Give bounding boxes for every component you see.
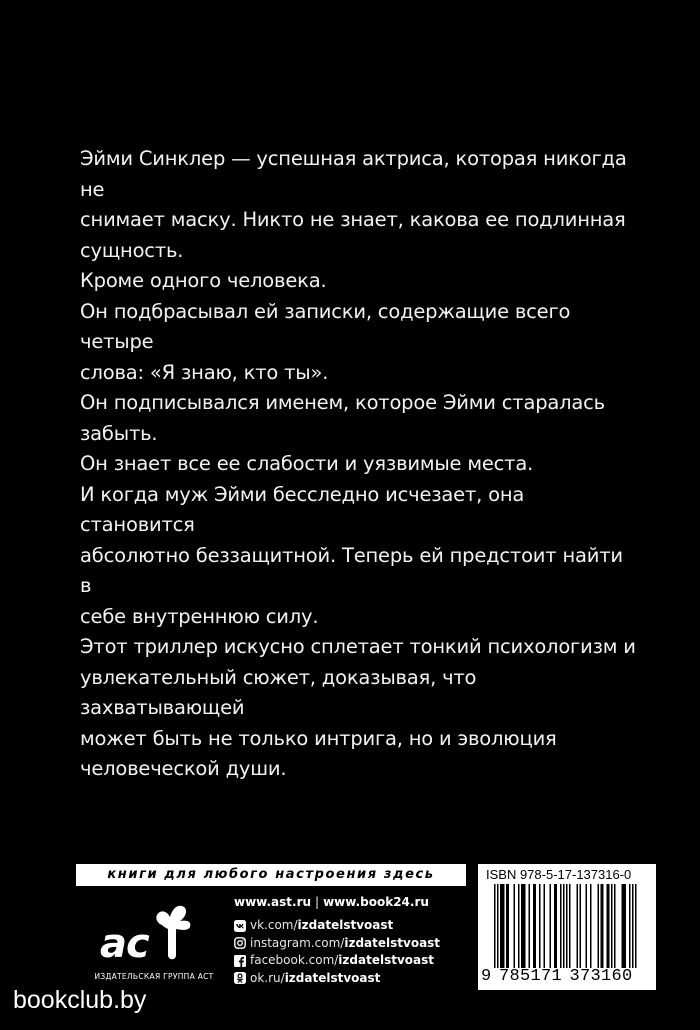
barcode-bar — [577, 884, 579, 968]
blurb-paragraph-5: Он знает все ее слабости и уязвимые места. — [80, 452, 534, 475]
barcode-bar — [625, 884, 627, 968]
barcode-bar — [521, 884, 523, 968]
ast-website-link[interactable]: www.ast.ru — [234, 895, 312, 909]
barcode-bar — [611, 884, 613, 968]
barcode-bar — [529, 884, 531, 968]
book-blurb — [80, 144, 640, 785]
barcode-bar — [550, 884, 552, 968]
barcode-bar — [554, 884, 556, 968]
social-account: izdatelstvoast — [297, 918, 394, 932]
barcode-bar — [500, 884, 502, 968]
link-separator: | — [315, 895, 320, 909]
barcode-digit: 7 — [541, 967, 552, 986]
tagline-strip: книги для любого настроения здесь — [76, 864, 466, 886]
barcode-digit: 1 — [530, 967, 541, 986]
social-link-facebook[interactable] — [234, 952, 470, 970]
barcode-bar — [503, 884, 505, 968]
blurb-paragraph-2: Кроме одного человека. — [80, 269, 327, 292]
barcode-digit: 5 — [520, 967, 531, 986]
blurb-paragraph-6: И когда муж Эйми бесследно исчезает, она становится абсолютно беззащитной. Теперь ей предстоит найти в себе внутреннюю силу. — [80, 482, 623, 628]
barcode-digit: 7 — [499, 967, 510, 986]
barcode-bar — [506, 884, 508, 968]
social-prefix: vk.com/ — [250, 918, 298, 932]
website-links — [234, 893, 470, 911]
barcode-bar — [535, 884, 537, 968]
social-account: izdatelstvoast — [344, 935, 441, 950]
barcode-bar — [563, 884, 565, 968]
barcode-bar — [632, 884, 634, 968]
barcode-bar — [523, 884, 525, 968]
isbn-barcode-block — [478, 864, 656, 990]
barcode-digit: 0 — [622, 967, 633, 986]
barcode-bar — [494, 884, 496, 968]
barcode-bar — [608, 884, 610, 968]
barcode-bar — [590, 884, 592, 968]
barcode-bar — [569, 884, 571, 968]
barcode-bar — [635, 884, 637, 968]
barcode-bar — [598, 884, 600, 968]
blurb-paragraph-3: Он подбрасывал ей записки, содержащие всего четыре слова: «Я знаю, кто ты». — [80, 299, 571, 384]
barcode-bar — [524, 884, 526, 968]
barcode-bar — [533, 884, 535, 968]
barcode-bar — [602, 884, 604, 968]
barcode-bar — [497, 884, 499, 968]
barcode-bar — [629, 884, 631, 968]
barcode-bar — [539, 884, 541, 968]
barcode-bar — [544, 884, 546, 968]
barcode-bar — [502, 884, 504, 968]
book24-website-link[interactable]: www.book24.ru — [323, 895, 429, 909]
blurb-paragraph-7: Этот триллер искусно сплетает тонкий психологизм и увлекательный сюжет, доказывая, что захватывающей может быть не только интрига, но и эволюция человеческой души. — [80, 635, 636, 780]
barcode-bar — [518, 884, 520, 968]
barcode-bar — [614, 884, 616, 968]
ok-icon — [234, 972, 246, 984]
instagram-icon — [234, 937, 246, 949]
blurb-paragraph-4: Он подписывался именем, которое Эйми старалась забыть. — [80, 391, 605, 445]
barcode-image — [478, 884, 656, 968]
barcode-bar — [622, 884, 624, 968]
logo-caption: ИЗДАТЕЛЬСКАЯ ГРУППА АСТ — [94, 972, 214, 981]
site-watermark: bookclub.by — [13, 986, 147, 1014]
social-prefix: facebook.com/ — [250, 953, 339, 967]
isbn-number: ISBN 978-5-17-137316-0 — [486, 867, 632, 882]
barcode-bar — [556, 884, 558, 968]
social-prefix: ok.ru/ — [250, 970, 285, 985]
facebook-icon — [234, 955, 246, 967]
barcode-bar — [560, 884, 562, 968]
social-link-ok[interactable] — [234, 970, 470, 988]
barcode-bar — [586, 884, 588, 968]
barcode-digit: 7 — [580, 967, 591, 986]
social-link-instagram[interactable] — [234, 935, 470, 953]
svg-text:а: а — [100, 921, 127, 967]
publisher-links — [234, 893, 470, 987]
barcode-digits — [478, 966, 656, 988]
barcode-bar — [508, 884, 510, 968]
social-link-vk[interactable] — [234, 917, 470, 935]
barcode-digit: 8 — [509, 967, 520, 986]
social-account: izdatelstvoast — [284, 970, 381, 985]
barcode-bar — [580, 884, 582, 968]
barcode-bar — [514, 884, 516, 968]
social-prefix: instagram.com/ — [250, 935, 345, 950]
social-account: izdatelstvoast — [338, 953, 434, 967]
barcode-bar — [566, 884, 568, 968]
svg-text:с: с — [126, 921, 150, 967]
barcode-digit: 1 — [601, 967, 612, 986]
blurb-paragraph-1: Эйми Синклер — успешная актриса, которая никогда не снимает маску. Никто не знает, какова ее подлинная сущность. — [80, 147, 627, 262]
barcode-bar — [607, 884, 609, 968]
barcode-digit: 1 — [551, 967, 562, 986]
barcode-digit: 3 — [569, 967, 580, 986]
barcode-digit: 6 — [611, 967, 622, 986]
barcode-digit: 9 — [481, 967, 492, 986]
barcode-bar — [601, 884, 603, 968]
barcode-bar — [623, 884, 625, 968]
vk-icon — [234, 920, 246, 932]
ast-logo-icon — [84, 895, 224, 975]
barcode-digit: 3 — [590, 967, 601, 986]
